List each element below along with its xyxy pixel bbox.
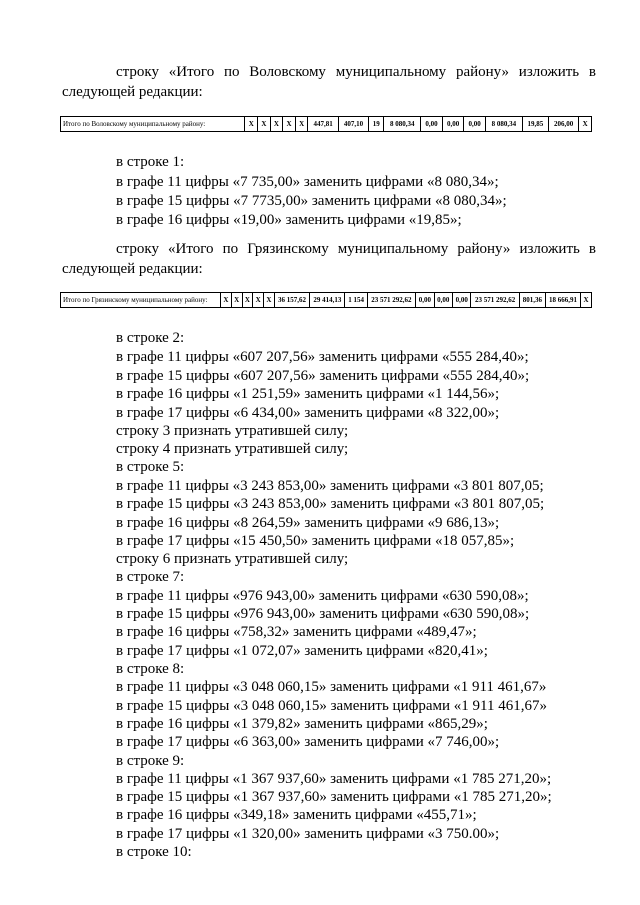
table-cell: Х	[221, 293, 232, 308]
table-cell: 19,85	[522, 117, 548, 132]
table-cell: Х	[270, 117, 283, 132]
text-line: в графе 11 цифры «3 243 853,00» заменить цифрами «3 801 807,05;	[116, 478, 544, 494]
table-cell: Х	[231, 293, 242, 308]
text-line: в графе 15 цифры «7 7735,00» заменить цифрами «8 080,34»;	[116, 193, 507, 209]
table-cell: Х	[258, 117, 271, 132]
table-cell: Х	[242, 293, 253, 308]
text-line: в графе 15 цифры «3 048 060,15» заменить цифрами «1 911 461,67»	[116, 698, 547, 714]
table-cell: 36 157,62	[274, 293, 309, 308]
table-cell: 206,00	[548, 117, 578, 132]
text-line: в графе 16 цифры «1 379,82» заменить цифрами «865,29»;	[116, 716, 488, 732]
text-line: в графе 16 цифры «1 251,59» заменить цифрами «1 144,56»;	[116, 386, 500, 402]
text-line: в графе 17 цифры «1 320,00» заменить цифрами «3 750.00»;	[116, 826, 500, 842]
table-cell: 0,00	[464, 117, 486, 132]
table-cell: 19	[369, 117, 384, 132]
table-cell: 0,00	[453, 293, 471, 308]
summary-table-volovsky	[60, 116, 592, 132]
text-line: в графе 11 цифры «7 735,00» заменить цифрами «8 080,34»;	[116, 174, 499, 190]
text-line: в строке 5:	[116, 459, 185, 475]
text-line: в графе 15 цифры «3 243 853,00» заменить цифрами «3 801 807,05;	[116, 496, 545, 512]
paragraph-gryazinsky: строку «Итого по Грязинскому муниципальному району» изложить в следующей редакции:	[62, 241, 596, 277]
paragraph-volovsky: строку «Итого по Воловскому муниципальному району» изложить в следующей редакции:	[62, 64, 596, 100]
text-line: в графе 11 цифры «1 367 937,60» заменить цифрами «1 785 271,20»;	[116, 771, 552, 787]
table-cell: Х	[264, 293, 275, 308]
table-cell: 1 154	[345, 293, 367, 308]
table-cell: Х	[295, 117, 308, 132]
text-line: в строке 8:	[116, 661, 185, 677]
table-cell: 0,00	[416, 293, 434, 308]
text-line: в графе 15 цифры «1 367 937,60» заменить цифрами «1 785 271,20»;	[116, 789, 552, 805]
text-line: строку 6 признать утратившей силу;	[116, 551, 349, 567]
table-cell: 0,00	[442, 117, 464, 132]
table-cell: 407,10	[338, 117, 368, 132]
table-cell: Х	[245, 117, 258, 132]
text-line: строку 4 признать утратившей силу;	[116, 441, 349, 457]
table-cell: 18 666,91	[545, 293, 580, 308]
table-cell: 23 571 292,62	[367, 293, 415, 308]
text-line: в строке 2:	[116, 330, 185, 346]
text-line: в строке 7:	[116, 569, 185, 585]
table-cell: 8 080,34	[384, 117, 421, 132]
text-line: строку 3 признать утратившей силу;	[116, 423, 349, 439]
table-cell: Итого по Грязинскому муниципальному району:	[61, 293, 221, 308]
table-cell: Х	[283, 117, 296, 132]
text-line: в графе 17 цифры «6 434,00» заменить цифрами «8 322,00»;	[116, 405, 500, 421]
text-line: в графе 16 цифры «349,18» заменить цифрами «455,71»;	[116, 807, 477, 823]
table-cell: 447,81	[308, 117, 338, 132]
table-cell: Х	[581, 293, 592, 308]
table-cell: 29 414,13	[310, 293, 345, 308]
text-line: в строке 10:	[116, 844, 192, 860]
text-line: в строке 1:	[116, 154, 185, 170]
table-row	[61, 293, 592, 308]
summary-table-gryazinsky	[60, 292, 592, 308]
table-cell: 8 080,34	[485, 117, 522, 132]
text-line: в графе 16 цифры «758,32» заменить цифрами «489,47»;	[116, 624, 477, 640]
table-cell: 801,36	[519, 293, 545, 308]
text-line: в графе 17 цифры «6 363,00» заменить цифрами «7 746,00»;	[116, 734, 500, 750]
text-line: в графе 16 цифры «8 264,59» заменить цифрами «9 686,13»;	[116, 515, 500, 531]
table-row	[61, 117, 592, 132]
table-cell: 0,00	[421, 117, 443, 132]
table-cell: 0,00	[434, 293, 452, 308]
text-line: в графе 11 цифры «976 943,00» заменить цифрами «630 590,08»;	[116, 588, 529, 604]
text-line: в графе 16 цифры «19,00» заменить цифрами «19,85»;	[116, 212, 462, 228]
text-line: в графе 15 цифры «607 207,56» заменить цифрами «555 284,40»;	[116, 368, 530, 384]
table-cell: Х	[253, 293, 264, 308]
text-line: в графе 17 цифры «15 450,50» заменить цифрами «18 057,85»;	[116, 533, 515, 549]
text-line: в графе 15 цифры «976 943,00» заменить цифрами «630 590,08»;	[116, 606, 530, 622]
table-cell: Х	[579, 117, 592, 132]
table-cell: Итого по Воловскому муниципальному району:	[61, 117, 245, 132]
text-line: в графе 11 цифры «607 207,56» заменить цифрами «555 284,40»;	[116, 349, 529, 365]
text-line: в графе 11 цифры «3 048 060,15» заменить цифрами «1 911 461,67»	[116, 679, 547, 695]
table-cell: 23 571 292,62	[471, 293, 519, 308]
text-line: в строке 9:	[116, 753, 185, 769]
text-line: в графе 17 цифры «1 072,07» заменить цифрами «820,41»;	[116, 643, 488, 659]
